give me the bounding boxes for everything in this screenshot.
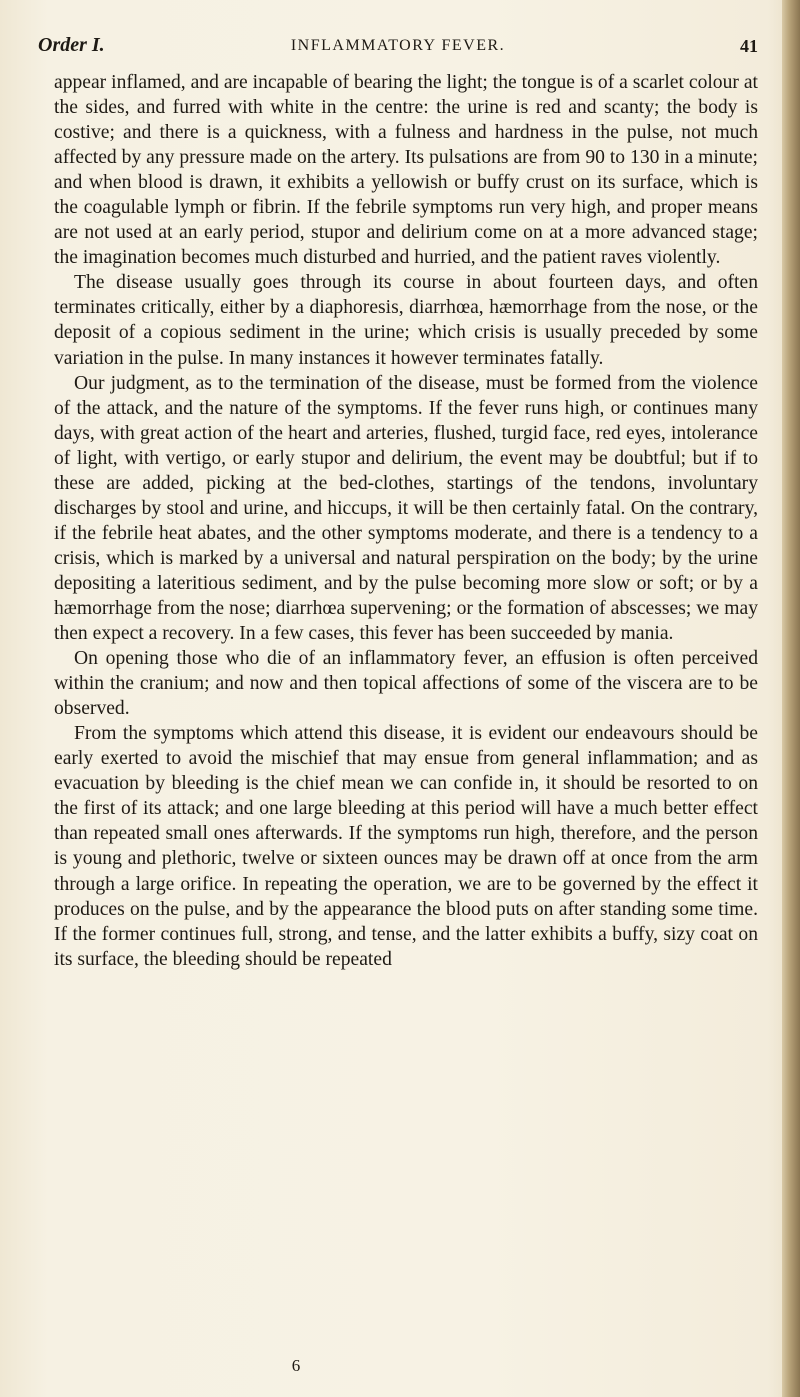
page-number: 41 <box>740 36 758 56</box>
signature-number: 6 <box>291 1356 301 1375</box>
body-text <box>54 70 758 972</box>
paragraph-3: Our judgment, as to the termination of the disease, must be formed from the violence of the attack, and the nature of the symptoms. If the fever runs high, or continues many days, with great action of the heart and arteries, flushed, turgid face, red eyes, intolerance of light, with vertigo, or early stupor and delirium, the event may be doubtful; but if to these are added, picking at the bed-clothes, startings of the tendons, involuntary discharges by stool and urine, and hiccups, it will be then certainly fatal. On the contrary, if the febrile heat abates, and the other symptoms moderate, and there is a tendency to a crisis, which is marked by a universal and natural perspiration on the body; by the urine depositing a lateritious sediment, and by the pulse becoming more slow or soft; or by a hæmorrhage from the nose; diarrhœa supervening; or the formation of abscesses; we may then expect a recovery. In a few cases, this fever has been succeeded by mania. <box>54 372 758 645</box>
running-header <box>38 34 758 66</box>
paragraph-5: From the symptoms which attend this disease, it is evident our endeavours should be early exerted to avoid the mischief that may ensue from general inflammation; and as evacuation by bleeding is the chief mean we can confide in, it should be resorted to on the first of its attack; and one large bleeding at this period will have a much better effect than repeated small ones afterwards. If the symptoms run high, therefore, and the person is young and plethoric, twelve or sixteen ounces may be drawn off at once from the arm through a large orifice. In repeating the operation, we are to be governed by the effect it produces on the pulse, and by the appearance the blood puts on after standing some time. If the former continues full, strong, and tense, and the latter exhibits a buffy, sizy coat on its surface, the bleeding should be repeated <box>54 723 758 970</box>
paragraph-1: appear inflamed, and are incapable of bearing the light; the tongue is of a scarlet colour at the sides, and furred with white in the centre: the urine is red and scanty; the body is costive; and there is a quickness, with a fulness and hardness in the pulse, not much affected by any pressure made on the artery. Its pulsations are from 90 to 130 in a minute; and when blood is drawn, it exhibits a yellowish or buffy crust on its surface, which is the coagulable lymph or fibrin. If the febrile symptoms run very high, and proper means are not used at an early period, stupor and delirium come on at a more advanced stage; the imagination becomes much disturbed and hurried, and the patient raves violently. <box>54 72 758 269</box>
header-order: Order I. <box>38 34 105 56</box>
header-title: INFLAMMATORY FEVER. <box>290 37 506 54</box>
paragraph-4: On opening those who die of an inflammatory fever, an effusion is often perceived within the cranium; and now and then topical affections of some of the viscera are to be observed. <box>54 648 758 720</box>
paragraph-2: The disease usually goes through its course in about fourteen days, and often terminates critically, either by a diaphoresis, diarrhœa, hæmorrhage from the nose, or the deposit of a copious sediment in the urine; which crisis is usually preceded by some variation in the pulse. In many instances it however terminates fatally. <box>54 272 758 369</box>
signature-mark <box>0 1356 800 1376</box>
page-edge <box>782 0 800 1397</box>
